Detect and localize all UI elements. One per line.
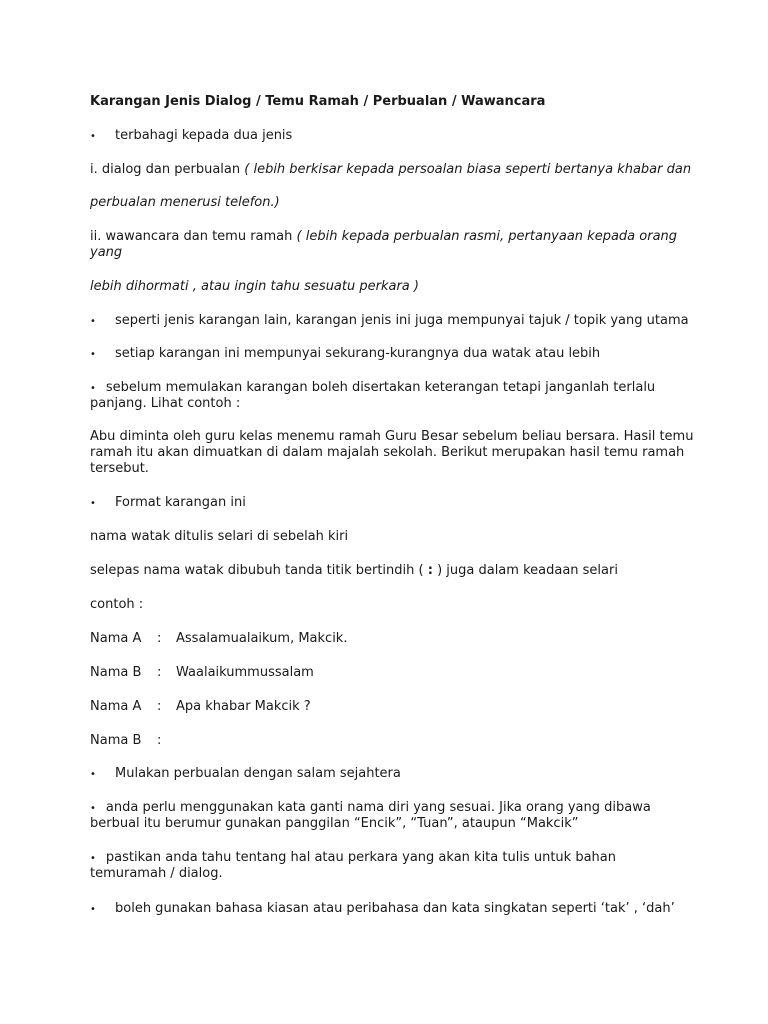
paragraph: perbualan menerusi telefon.) <box>90 195 280 210</box>
speaker-name: Nama B <box>90 665 142 680</box>
paragraph <box>90 563 618 579</box>
text-line: temuramah / dialog. <box>90 866 223 881</box>
speaker-name: Nama A <box>90 699 142 714</box>
bullet-text: seperti jenis karangan lain, karangan jenis ini juga mempunyai tajuk / topik yang utama <box>115 313 689 328</box>
text-line: berbual itu berumur gunakan panggilan “Encik”, “Tuan”, ataupun “Makcik” <box>90 816 579 831</box>
bullet-text: boleh gunakan bahasa kiasan atau peribahasa dan kata singkatan seperti ‘tak’ , ‘dah’ <box>115 901 675 916</box>
bullet-icon: • <box>90 498 96 509</box>
speaker-name: Nama B <box>90 733 142 748</box>
bullet-text: pastikan anda tahu tentang hal atau perkara yang akan kita tulis untuk bahan <box>105 850 616 865</box>
text-italic: ( lebih berkisar kepada persoalan biasa seperti bertanya khabar dan <box>244 162 692 177</box>
bullet-icon: • <box>90 769 96 780</box>
speaker-utterance: Waalaikummussalam <box>176 665 314 680</box>
paragraph <box>90 162 691 178</box>
text-line: tersebut. <box>90 461 149 476</box>
text-line: yang <box>90 245 123 260</box>
bullet-item <box>90 380 655 397</box>
paragraph: Abu diminta oleh guru kelas menemu ramah Guru Besar sebelum beliau bersara. Hasil temu <box>90 429 694 444</box>
colon-separator: : <box>157 631 162 646</box>
speaker-name: Nama A <box>90 631 142 646</box>
bullet-text: Format karangan ini <box>115 495 246 510</box>
colon-separator: : <box>157 733 162 748</box>
colon-symbol: : <box>427 563 433 578</box>
paragraph: contoh : <box>90 597 144 612</box>
bullet-item <box>90 800 651 817</box>
bullet-text: Mulakan perbualan dengan salam sejahtera <box>115 766 401 781</box>
bullet-icon: • <box>90 383 96 394</box>
bullet-icon: • <box>90 853 96 864</box>
bullet-icon: • <box>90 316 96 327</box>
text-line: panjang. Lihat contoh : <box>90 396 241 411</box>
speaker-utterance: Assalamualaikum, Makcik. <box>176 631 348 646</box>
text-plain: selepas nama watak dibubuh tanda titik bertindih ( <box>90 563 428 578</box>
bullet-text: terbahagi kepada dua jenis <box>115 128 293 143</box>
colon-separator: : <box>157 699 162 714</box>
bullet-text: setiap karangan ini mempunyai sekurang-kurangnya dua watak atau lebih <box>115 346 601 361</box>
bullet-icon: • <box>90 904 96 915</box>
paragraph: nama watak ditulis selari di sebelah kiri <box>90 529 349 544</box>
paragraph: lebih dihormati , atau ingin tahu sesuatu perkara ) <box>90 279 419 294</box>
bullet-item <box>90 850 616 867</box>
text-line: ramah itu akan dimuatkan di dalam majalah sekolah. Berikut merupakan hasil temu ramah <box>90 445 685 460</box>
document-title: Karangan Jenis Dialog / Temu Ramah / Perbualan / Wawancara <box>90 94 546 109</box>
bullet-icon: • <box>90 131 96 142</box>
bullet-text: sebelum memulakan karangan boleh disertakan keterangan tetapi janganlah terlalu <box>105 380 656 395</box>
text-plain: i. dialog dan perbualan <box>90 162 245 177</box>
colon-separator: : <box>157 665 162 680</box>
text-italic: ( lebih kepada perbualan rasmi, pertanyaan kepada orang <box>296 229 678 244</box>
speaker-utterance: Apa khabar Makcik ? <box>176 699 311 714</box>
bullet-icon: • <box>90 349 96 360</box>
bullet-icon: • <box>90 803 96 814</box>
text-plain: ) juga dalam keadaan selari <box>432 563 618 578</box>
text-plain: ii. wawancara dan temu ramah <box>90 229 297 244</box>
bullet-text: anda perlu menggunakan kata ganti nama diri yang sesuai. Jika orang yang dibawa <box>105 800 651 815</box>
paragraph <box>90 229 677 245</box>
